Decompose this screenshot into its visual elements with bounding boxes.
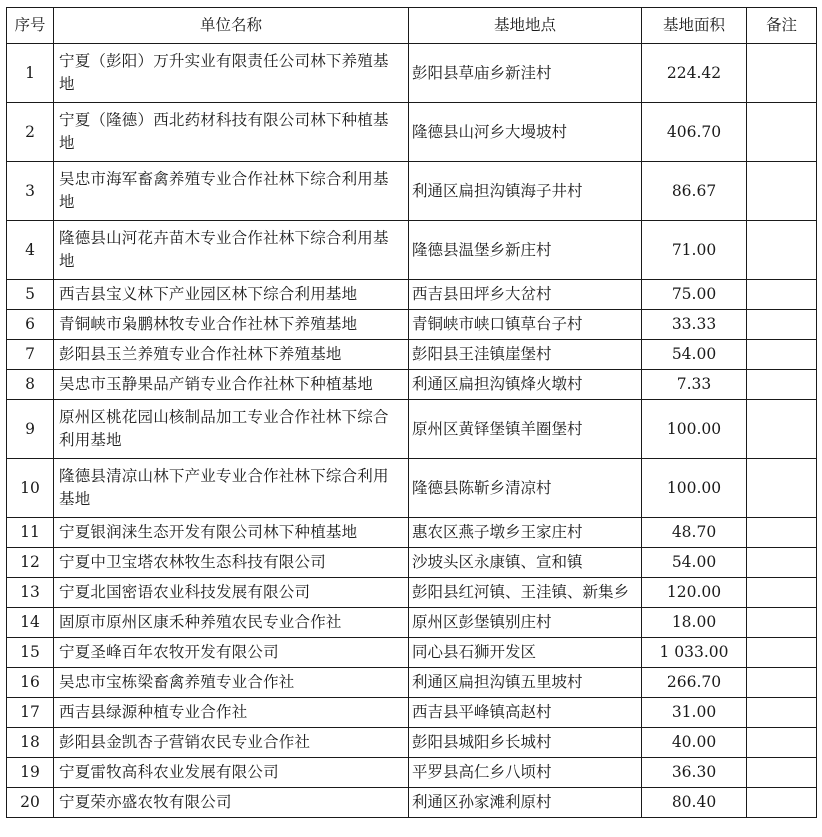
cell-no: 2 (7, 103, 54, 162)
cell-area: 7.33 (642, 370, 747, 400)
header-location: 基地地点 (409, 8, 642, 44)
cell-no: 8 (7, 370, 54, 400)
table-row (7, 758, 817, 788)
cell-remark (747, 221, 817, 280)
cell-area: 80.40 (642, 788, 747, 818)
cell-area: 54.00 (642, 340, 747, 370)
table-row (7, 340, 817, 370)
cell-unit-name: 宁夏（彭阳）万升实业有限责任公司林下养殖基地 (54, 44, 409, 103)
cell-no: 20 (7, 788, 54, 818)
cell-unit-name: 宁夏中卫宝塔农林牧生态科技有限公司 (54, 548, 409, 578)
table-row (7, 400, 817, 459)
cell-area: 31.00 (642, 698, 747, 728)
table-row (7, 162, 817, 221)
cell-location: 沙坡头区永康镇、宣和镇 (409, 548, 642, 578)
cell-unit-name: 吴忠市海军畜禽养殖专业合作社林下综合利用基地 (54, 162, 409, 221)
cell-unit-name: 隆德县清凉山林下产业专业合作社林下综合利用基地 (54, 459, 409, 518)
cell-location: 惠农区燕子墩乡王家庄村 (409, 518, 642, 548)
header-row (7, 8, 817, 44)
cell-no: 1 (7, 44, 54, 103)
cell-area: 71.00 (642, 221, 747, 280)
header-remark: 备注 (747, 8, 817, 44)
base-table (6, 7, 817, 818)
cell-unit-name: 宁夏北国密语农业科技发展有限公司 (54, 578, 409, 608)
cell-location: 利通区扁担沟镇烽火墩村 (409, 370, 642, 400)
table-row (7, 44, 817, 103)
cell-unit-name: 彭阳县玉兰养殖专业合作社林下养殖基地 (54, 340, 409, 370)
cell-remark (747, 608, 817, 638)
cell-location: 平罗县高仁乡八顷村 (409, 758, 642, 788)
cell-unit-name: 宁夏雷牧高科农业发展有限公司 (54, 758, 409, 788)
cell-no: 4 (7, 221, 54, 280)
cell-no: 3 (7, 162, 54, 221)
table-row (7, 310, 817, 340)
table-row (7, 728, 817, 758)
cell-unit-name: 原州区桃花园山核制品加工专业合作社林下综合利用基地 (54, 400, 409, 459)
cell-remark (747, 578, 817, 608)
table-row (7, 518, 817, 548)
cell-area: 48.70 (642, 518, 747, 548)
cell-remark (747, 518, 817, 548)
cell-location: 利通区扁担沟镇五里坡村 (409, 668, 642, 698)
cell-location: 隆德县山河乡大墁坡村 (409, 103, 642, 162)
cell-remark (747, 698, 817, 728)
cell-unit-name: 西吉县绿源种植专业合作社 (54, 698, 409, 728)
header-area: 基地面积 (642, 8, 747, 44)
cell-area: 120.00 (642, 578, 747, 608)
cell-remark (747, 370, 817, 400)
cell-unit-name: 宁夏银润涞生态开发有限公司林下种植基地 (54, 518, 409, 548)
cell-no: 15 (7, 638, 54, 668)
cell-no: 7 (7, 340, 54, 370)
cell-unit-name: 彭阳县金凯杏子营销农民专业合作社 (54, 728, 409, 758)
cell-remark (747, 638, 817, 668)
cell-unit-name: 吴忠市宝栋梁畜禽养殖专业合作社 (54, 668, 409, 698)
cell-unit-name: 青铜峡市枭鹏林牧专业合作社林下养殖基地 (54, 310, 409, 340)
cell-unit-name: 吴忠市玉静果品产销专业合作社林下种植基地 (54, 370, 409, 400)
cell-remark (747, 340, 817, 370)
header-unit-name: 单位名称 (54, 8, 409, 44)
cell-location: 青铜峡市峡口镇草台子村 (409, 310, 642, 340)
cell-no: 13 (7, 578, 54, 608)
cell-no: 10 (7, 459, 54, 518)
table-row (7, 459, 817, 518)
cell-no: 11 (7, 518, 54, 548)
cell-remark (747, 44, 817, 103)
cell-no: 17 (7, 698, 54, 728)
cell-no: 6 (7, 310, 54, 340)
cell-remark (747, 668, 817, 698)
cell-area: 40.00 (642, 728, 747, 758)
cell-location: 彭阳县城阳乡长城村 (409, 728, 642, 758)
cell-location: 利通区扁担沟镇海子井村 (409, 162, 642, 221)
cell-location: 彭阳县草庙乡新洼村 (409, 44, 642, 103)
cell-location: 彭阳县红河镇、王洼镇、新集乡 (409, 578, 642, 608)
table-row (7, 548, 817, 578)
cell-no: 5 (7, 280, 54, 310)
cell-area: 86.67 (642, 162, 747, 221)
table-row (7, 668, 817, 698)
cell-location: 利通区孙家滩利原村 (409, 788, 642, 818)
cell-remark (747, 459, 817, 518)
cell-location: 西吉县平峰镇高赵村 (409, 698, 642, 728)
cell-location: 原州区彭堡镇别庄村 (409, 608, 642, 638)
cell-remark (747, 162, 817, 221)
cell-unit-name: 宁夏圣峰百年农牧开发有限公司 (54, 638, 409, 668)
cell-unit-name: 西吉县宝义林下产业园区林下综合利用基地 (54, 280, 409, 310)
cell-no: 14 (7, 608, 54, 638)
table-row (7, 638, 817, 668)
cell-area: 54.00 (642, 548, 747, 578)
cell-area: 75.00 (642, 280, 747, 310)
table-row (7, 103, 817, 162)
cell-no: 18 (7, 728, 54, 758)
cell-area: 100.00 (642, 400, 747, 459)
cell-remark (747, 548, 817, 578)
cell-remark (747, 310, 817, 340)
cell-remark (747, 103, 817, 162)
cell-no: 12 (7, 548, 54, 578)
cell-area: 100.00 (642, 459, 747, 518)
cell-location: 西吉县田坪乡大岔村 (409, 280, 642, 310)
cell-location: 隆德县温堡乡新庄村 (409, 221, 642, 280)
cell-no: 9 (7, 400, 54, 459)
cell-remark (747, 280, 817, 310)
cell-unit-name: 宁夏荣亦盛农牧有限公司 (54, 788, 409, 818)
table-row (7, 280, 817, 310)
table-row (7, 698, 817, 728)
cell-remark (747, 400, 817, 459)
table-row (7, 788, 817, 818)
table-row (7, 578, 817, 608)
table-row (7, 608, 817, 638)
cell-area: 1 033.00 (642, 638, 747, 668)
cell-remark (747, 728, 817, 758)
cell-unit-name: 固原市原州区康禾种养殖农民专业合作社 (54, 608, 409, 638)
header-no: 序号 (7, 8, 54, 44)
table-row (7, 370, 817, 400)
cell-area: 33.33 (642, 310, 747, 340)
cell-location: 原州区黄铎堡镇羊圈堡村 (409, 400, 642, 459)
cell-unit-name: 隆德县山河花卉苗木专业合作社林下综合利用基地 (54, 221, 409, 280)
cell-area: 406.70 (642, 103, 747, 162)
cell-location: 隆德县陈靳乡清凉村 (409, 459, 642, 518)
cell-area: 224.42 (642, 44, 747, 103)
cell-area: 18.00 (642, 608, 747, 638)
cell-location: 同心县石狮开发区 (409, 638, 642, 668)
cell-no: 19 (7, 758, 54, 788)
cell-location: 彭阳县王洼镇崖堡村 (409, 340, 642, 370)
table-row (7, 221, 817, 280)
table-body (7, 44, 817, 818)
cell-remark (747, 758, 817, 788)
cell-no: 16 (7, 668, 54, 698)
cell-remark (747, 788, 817, 818)
cell-unit-name: 宁夏（隆德）西北药材科技有限公司林下种植基地 (54, 103, 409, 162)
cell-area: 36.30 (642, 758, 747, 788)
cell-area: 266.70 (642, 668, 747, 698)
